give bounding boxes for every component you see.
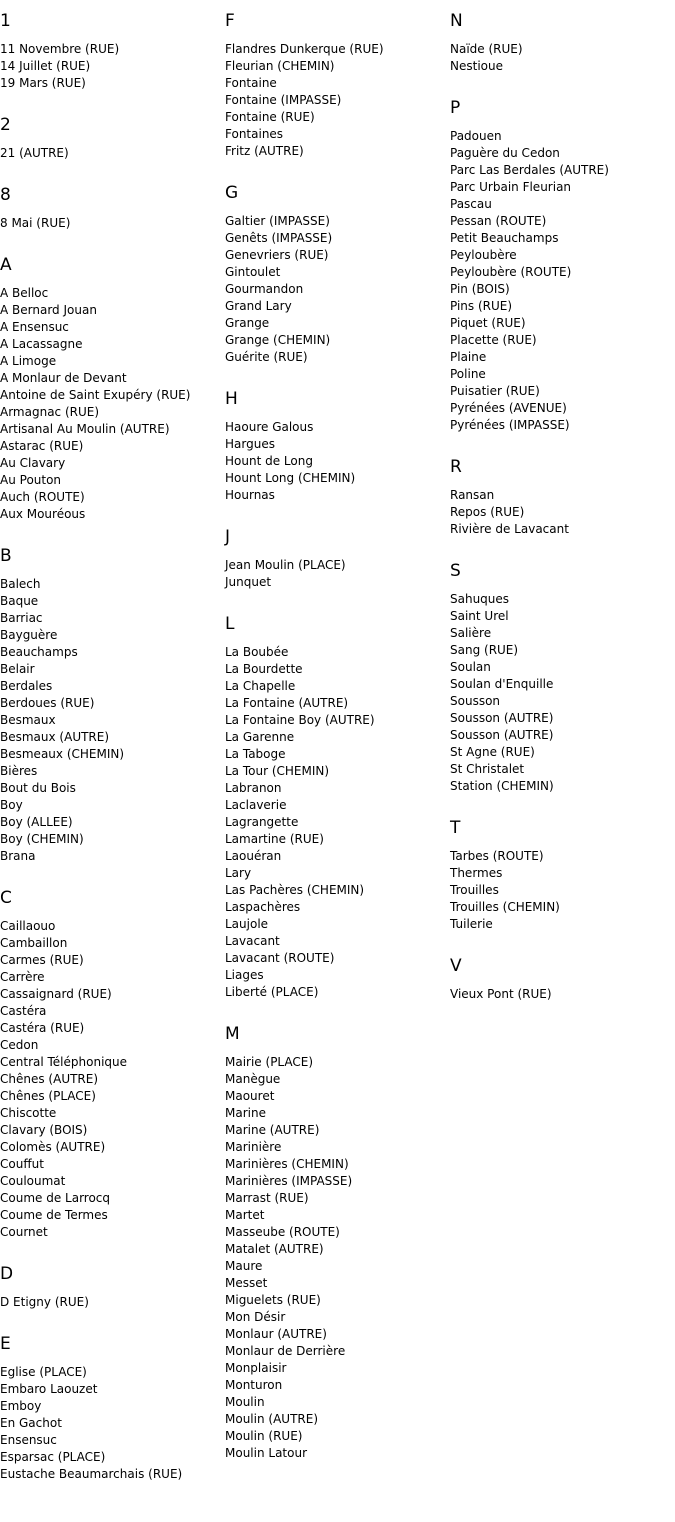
street-link[interactable]: La Bourdette xyxy=(225,662,303,676)
street-link[interactable]: Besmaux xyxy=(0,713,56,727)
section-letter-heading: R xyxy=(450,457,462,477)
street-link[interactable]: Maure xyxy=(225,1259,263,1273)
street-link[interactable]: La Chapelle xyxy=(225,679,296,693)
street-link[interactable]: Manègue xyxy=(225,1072,281,1086)
street-link[interactable]: Monplaisir xyxy=(225,1361,287,1375)
section-letter-heading: V xyxy=(450,956,462,976)
letter-section xyxy=(0,1333,220,1483)
street-link[interactable]: Laujole xyxy=(225,917,269,931)
street-link[interactable]: Laspachères xyxy=(225,900,301,914)
letter-section xyxy=(0,10,220,92)
street-link[interactable]: St Agne (RUE) xyxy=(450,745,535,759)
street-link[interactable]: Bières xyxy=(0,764,38,778)
letter-section xyxy=(225,388,445,504)
street-link[interactable]: Parc Urbain Fleurian xyxy=(450,180,572,194)
street-index-column-1 xyxy=(0,10,220,1505)
street-list xyxy=(0,918,220,1241)
section-letter-heading: F xyxy=(225,11,235,31)
street-link[interactable]: Matalet (AUTRE) xyxy=(225,1242,324,1256)
street-link[interactable]: Bout du Bois xyxy=(0,781,76,795)
street-link[interactable]: Station (CHEMIN) xyxy=(450,779,554,793)
street-link[interactable]: Tarbes (ROUTE) xyxy=(450,849,544,863)
street-list xyxy=(225,644,445,1001)
street-link[interactable]: Monlaur de Derrière xyxy=(225,1344,346,1358)
street-link[interactable]: Nestioue xyxy=(450,59,503,73)
street-link[interactable]: Baque xyxy=(0,594,39,608)
street-link[interactable]: A Limoge xyxy=(0,354,57,368)
street-index-column-3 xyxy=(450,10,670,1025)
street-link[interactable]: Moulin xyxy=(225,1395,265,1409)
street-link[interactable]: Masseube (ROUTE) xyxy=(225,1225,340,1239)
letter-section xyxy=(450,456,670,538)
street-link[interactable]: Trouilles xyxy=(450,883,499,897)
street-link[interactable]: Lavacant (ROUTE) xyxy=(225,951,335,965)
street-list xyxy=(225,41,445,160)
street-link[interactable]: Marinières (CHEMIN) xyxy=(225,1157,349,1171)
street-link[interactable]: Balech xyxy=(0,577,41,591)
street-link[interactable]: Liberté (PLACE) xyxy=(225,985,319,999)
section-letter-heading: T xyxy=(450,818,461,838)
street-index-column-2 xyxy=(225,10,445,1484)
street-list xyxy=(450,128,670,434)
street-link[interactable]: Chênes (PLACE) xyxy=(0,1089,96,1103)
street-link[interactable]: La Taboge xyxy=(225,747,286,761)
street-list xyxy=(0,41,220,92)
street-link[interactable]: Liages xyxy=(225,968,264,982)
street-link[interactable]: Castéra (RUE) xyxy=(0,1021,85,1035)
street-link[interactable]: Cambaillon xyxy=(0,936,68,950)
street-list xyxy=(0,145,220,162)
street-link[interactable]: Fritz (AUTRE) xyxy=(225,144,304,158)
street-link[interactable]: Fleurian (CHEMIN) xyxy=(225,59,335,73)
street-link[interactable]: Hournas xyxy=(225,488,275,502)
street-link[interactable]: Colomès (AUTRE) xyxy=(0,1140,106,1154)
street-link[interactable]: Poline xyxy=(450,367,486,381)
street-link[interactable]: Maouret xyxy=(225,1089,275,1103)
section-letter-heading: A xyxy=(0,255,12,275)
street-link[interactable]: Au Pouton xyxy=(0,473,62,487)
street-link[interactable]: Paguère du Cedon xyxy=(450,146,560,160)
street-link[interactable]: Moulin Latour xyxy=(225,1446,308,1460)
street-link[interactable]: La Boubée xyxy=(225,645,289,659)
street-link[interactable]: La Tour (CHEMIN) xyxy=(225,764,330,778)
street-link[interactable]: Cournet xyxy=(0,1225,48,1239)
letter-section xyxy=(225,1023,445,1462)
street-link[interactable]: Couloumat xyxy=(0,1174,66,1188)
letter-section xyxy=(450,955,670,1003)
street-link[interactable]: Vieux Pont (RUE) xyxy=(450,987,552,1001)
street-link[interactable]: Cassaignard (RUE) xyxy=(0,987,112,1001)
section-letter-heading: L xyxy=(225,614,235,634)
street-link[interactable]: Moulin (RUE) xyxy=(225,1429,303,1443)
street-list xyxy=(225,419,445,504)
street-link[interactable]: Ensensuc xyxy=(0,1433,57,1447)
street-link[interactable]: Lamartine (RUE) xyxy=(225,832,324,846)
letter-section xyxy=(0,254,220,523)
street-list xyxy=(450,986,670,1003)
street-link[interactable]: Sang (RUE) xyxy=(450,643,519,657)
section-letter-heading: C xyxy=(0,888,12,908)
street-link[interactable]: Castéra xyxy=(0,1004,47,1018)
street-link[interactable]: Laouéran xyxy=(225,849,282,863)
street-link[interactable]: Salière xyxy=(450,626,492,640)
street-link[interactable]: Trouilles (CHEMIN) xyxy=(450,900,560,914)
street-link[interactable]: A Monlaur de Devant xyxy=(0,371,127,385)
letter-section xyxy=(225,182,445,366)
street-link[interactable]: Fontaines xyxy=(225,127,284,141)
street-list xyxy=(450,848,670,933)
street-link[interactable]: Moulin (AUTRE) xyxy=(225,1412,318,1426)
street-link[interactable]: Caillaouo xyxy=(0,919,56,933)
street-link[interactable]: Embaro Laouzet xyxy=(0,1382,98,1396)
street-link[interactable]: Martet xyxy=(225,1208,265,1222)
street-link[interactable]: Sousson (AUTRE) xyxy=(450,711,554,725)
street-link[interactable]: Grange xyxy=(225,316,270,330)
street-link[interactable]: Coume de Termes xyxy=(0,1208,108,1222)
street-link[interactable]: Mon Désir xyxy=(225,1310,286,1324)
street-link[interactable]: Astarac (RUE) xyxy=(0,439,84,453)
street-link[interactable]: A Ensensuc xyxy=(0,320,69,334)
street-link[interactable]: La Fontaine (AUTRE) xyxy=(225,696,349,710)
street-link[interactable]: Galtier (IMPASSE) xyxy=(225,214,330,228)
street-link[interactable]: 11 Novembre (RUE) xyxy=(0,42,120,56)
street-link[interactable]: Au Clavary xyxy=(0,456,66,470)
street-link[interactable]: Rivière de Lavacant xyxy=(450,522,569,536)
street-link[interactable]: Besmeaux (CHEMIN) xyxy=(0,747,125,761)
letter-section xyxy=(225,613,445,1001)
street-link[interactable]: Pascau xyxy=(450,197,492,211)
street-link[interactable]: Lary xyxy=(225,866,252,880)
street-link[interactable]: Saint Urel xyxy=(450,609,509,623)
street-link[interactable]: Miguelets (RUE) xyxy=(225,1293,321,1307)
street-link[interactable]: D Etigny (RUE) xyxy=(0,1295,89,1309)
street-link[interactable]: 21 (AUTRE) xyxy=(0,146,69,160)
letter-section xyxy=(0,545,220,865)
street-link[interactable]: Marine (AUTRE) xyxy=(225,1123,320,1137)
street-link[interactable]: 8 Mai (RUE) xyxy=(0,216,71,230)
section-letter-heading: E xyxy=(0,1334,11,1354)
street-link[interactable]: Jean Moulin (PLACE) xyxy=(225,558,346,572)
street-link[interactable]: Thermes xyxy=(450,866,503,880)
street-link[interactable]: Marrast (RUE) xyxy=(225,1191,309,1205)
letter-section xyxy=(450,97,670,434)
street-link[interactable]: Sahuques xyxy=(450,592,510,606)
street-link[interactable]: Puisatier (RUE) xyxy=(450,384,540,398)
street-link[interactable]: Aux Mouréous xyxy=(0,507,86,521)
street-link[interactable]: Barriac xyxy=(0,611,43,625)
letter-section xyxy=(0,184,220,232)
street-link[interactable]: Flandres Dunkerque (RUE) xyxy=(225,42,384,56)
street-list xyxy=(0,285,220,523)
street-link[interactable]: Sousson (AUTRE) xyxy=(450,728,554,742)
street-link[interactable]: Parc Las Berdales (AUTRE) xyxy=(450,163,609,177)
street-link[interactable]: Besmaux (AUTRE) xyxy=(0,730,110,744)
street-link[interactable]: Eustache Beaumarchais (RUE) xyxy=(0,1467,183,1481)
street-link[interactable]: La Garenne xyxy=(225,730,295,744)
letter-section xyxy=(225,10,445,160)
street-link[interactable]: Beauchamps xyxy=(0,645,78,659)
street-link[interactable]: Petit Beauchamps xyxy=(450,231,559,245)
street-link[interactable]: Genêts (IMPASSE) xyxy=(225,231,333,245)
street-link[interactable]: Antoine de Saint Exupéry (RUE) xyxy=(0,388,191,402)
street-link[interactable]: Belair xyxy=(0,662,35,676)
street-list xyxy=(0,1364,220,1483)
street-link[interactable]: Pessan (ROUTE) xyxy=(450,214,547,228)
street-link[interactable]: Junquet xyxy=(225,575,272,589)
street-link[interactable]: Fontaine xyxy=(225,76,277,90)
street-link[interactable]: Couffut xyxy=(0,1157,44,1171)
letter-section xyxy=(450,10,670,75)
letter-section xyxy=(0,114,220,162)
street-link[interactable]: Grange (CHEMIN) xyxy=(225,333,331,347)
section-letter-heading: M xyxy=(225,1024,240,1044)
street-link[interactable]: Fontaine (RUE) xyxy=(225,110,315,124)
street-link[interactable]: Marinière xyxy=(225,1140,282,1154)
street-list xyxy=(0,215,220,232)
street-link[interactable]: Berdoues (RUE) xyxy=(0,696,95,710)
street-link[interactable]: Emboy xyxy=(0,1399,42,1413)
street-list xyxy=(0,1294,220,1311)
street-link[interactable]: Boy (ALLEE) xyxy=(0,815,73,829)
section-letter-heading: P xyxy=(450,98,461,118)
street-link[interactable]: Padouen xyxy=(450,129,502,143)
street-link[interactable]: En Gachot xyxy=(0,1416,62,1430)
street-link[interactable]: St Christalet xyxy=(450,762,525,776)
street-link[interactable]: Naïde (RUE) xyxy=(450,42,523,56)
street-link[interactable]: Chiscotte xyxy=(0,1106,57,1120)
street-link[interactable]: Genevriers (RUE) xyxy=(225,248,329,262)
street-link[interactable]: Guérite (RUE) xyxy=(225,350,308,364)
street-link[interactable]: Eglise (PLACE) xyxy=(0,1365,87,1379)
street-link[interactable]: Artisanal Au Moulin (AUTRE) xyxy=(0,422,170,436)
street-list xyxy=(225,557,445,591)
section-letter-heading: D xyxy=(0,1264,14,1284)
street-link[interactable]: Brana xyxy=(0,849,36,863)
street-link[interactable]: Bayguère xyxy=(0,628,58,642)
street-link[interactable]: 14 Juillet (RUE) xyxy=(0,59,91,73)
section-letter-heading: 8 xyxy=(0,185,11,205)
street-link[interactable]: Carmes (RUE) xyxy=(0,953,84,967)
street-link[interactable]: Labranon xyxy=(225,781,282,795)
street-link[interactable]: Hount de Long xyxy=(225,454,313,468)
street-link[interactable]: Peyloubère (ROUTE) xyxy=(450,265,572,279)
street-link[interactable]: Soulan d'Enquille xyxy=(450,677,554,691)
street-link[interactable]: Lagrangette xyxy=(225,815,299,829)
street-link[interactable]: Placette (RUE) xyxy=(450,333,537,347)
section-letter-heading: B xyxy=(0,546,12,566)
street-link[interactable]: Monlaur (AUTRE) xyxy=(225,1327,327,1341)
street-link[interactable]: Las Pachères (CHEMIN) xyxy=(225,883,365,897)
street-link[interactable]: Coume de Larrocq xyxy=(0,1191,111,1205)
street-link[interactable]: Carrère xyxy=(0,970,45,984)
section-letter-heading: G xyxy=(225,183,239,203)
street-list xyxy=(450,41,670,75)
section-letter-heading: J xyxy=(225,527,231,547)
street-link[interactable]: Ransan xyxy=(450,488,495,502)
street-list xyxy=(0,576,220,865)
street-link[interactable]: Cedon xyxy=(0,1038,39,1052)
street-link[interactable]: Sousson xyxy=(450,694,501,708)
street-link[interactable]: A Belloc xyxy=(0,286,49,300)
letter-section xyxy=(450,560,670,795)
street-list xyxy=(225,1054,445,1462)
street-link[interactable]: Boy xyxy=(0,798,23,812)
street-link[interactable]: Marinières (IMPASSE) xyxy=(225,1174,353,1188)
street-link[interactable]: Mairie (PLACE) xyxy=(225,1055,314,1069)
street-link[interactable]: Marine xyxy=(225,1106,266,1120)
letter-section xyxy=(0,1263,220,1311)
street-link[interactable]: Fontaine (IMPASSE) xyxy=(225,93,342,107)
street-link[interactable]: Armagnac (RUE) xyxy=(0,405,100,419)
street-link[interactable]: Hargues xyxy=(225,437,275,451)
letter-section xyxy=(0,887,220,1241)
street-link[interactable]: Esparsac (PLACE) xyxy=(0,1450,106,1464)
street-link[interactable]: Piquet (RUE) xyxy=(450,316,526,330)
street-link[interactable]: Soulan xyxy=(450,660,491,674)
street-link[interactable]: 19 Mars (RUE) xyxy=(0,76,86,90)
street-link[interactable]: Hount Long (CHEMIN) xyxy=(225,471,356,485)
section-letter-heading: H xyxy=(225,389,238,409)
street-link[interactable]: Monturon xyxy=(225,1378,283,1392)
street-link[interactable]: Boy (CHEMIN) xyxy=(0,832,84,846)
street-link[interactable]: Pin (BOIS) xyxy=(450,282,510,296)
street-link[interactable]: Lavacant xyxy=(225,934,280,948)
street-link[interactable]: Laclaverie xyxy=(225,798,287,812)
street-link[interactable]: Chênes (AUTRE) xyxy=(0,1072,99,1086)
street-list xyxy=(450,487,670,538)
street-link[interactable]: A Lacassagne xyxy=(0,337,83,351)
street-link[interactable]: Repos (RUE) xyxy=(450,505,525,519)
street-list xyxy=(450,591,670,795)
section-letter-heading: N xyxy=(450,11,463,31)
street-link[interactable]: Plaine xyxy=(450,350,487,364)
street-link[interactable]: Tuilerie xyxy=(450,917,493,931)
street-link[interactable]: Messet xyxy=(225,1276,268,1290)
section-letter-heading: 2 xyxy=(0,115,11,135)
section-letter-heading: S xyxy=(450,561,461,581)
street-link[interactable]: A Bernard Jouan xyxy=(0,303,97,317)
letter-section xyxy=(225,526,445,591)
street-link[interactable]: Pyrénées (IMPASSE) xyxy=(450,418,570,432)
street-link[interactable]: Pins (RUE) xyxy=(450,299,513,313)
street-link[interactable]: Pyrénées (AVENUE) xyxy=(450,401,567,415)
street-link[interactable]: Grand Lary xyxy=(225,299,292,313)
street-list xyxy=(225,213,445,366)
section-letter-heading: 1 xyxy=(0,11,11,31)
street-link[interactable]: Gintoulet xyxy=(225,265,281,279)
letter-section xyxy=(450,817,670,933)
street-link[interactable]: Gourmandon xyxy=(225,282,304,296)
street-link[interactable]: Auch (ROUTE) xyxy=(0,490,85,504)
street-link[interactable]: Peyloubère xyxy=(450,248,517,262)
street-link[interactable]: Berdales xyxy=(0,679,53,693)
street-link[interactable]: Haoure Galous xyxy=(225,420,314,434)
street-link[interactable]: Clavary (BOIS) xyxy=(0,1123,88,1137)
street-link[interactable]: La Fontaine Boy (AUTRE) xyxy=(225,713,375,727)
street-link[interactable]: Central Téléphonique xyxy=(0,1055,128,1069)
